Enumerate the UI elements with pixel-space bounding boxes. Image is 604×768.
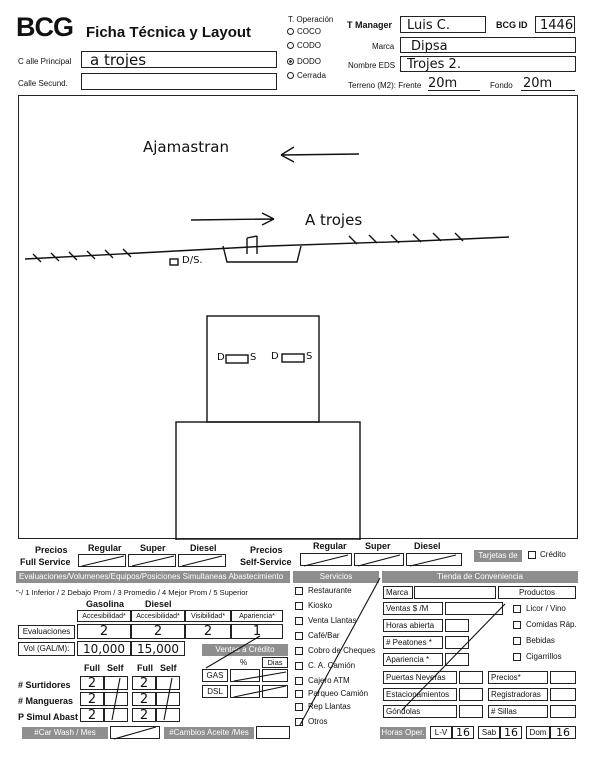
self-super-head: Super <box>365 541 391 551</box>
producto-checkbox-cigarrillos[interactable] <box>513 653 521 661</box>
mangueras-dsl-value: 2 <box>139 692 149 707</box>
gasolina-head: Gasolina <box>86 599 125 609</box>
gas-credit-dias[interactable] <box>262 669 288 682</box>
registradoras-field[interactable] <box>550 688 576 701</box>
op-dodo-label: DODO <box>297 57 321 66</box>
servicio-checkbox-cobro[interactable] <box>295 647 303 655</box>
precios-tienda-field[interactable] <box>550 671 576 684</box>
nombre-field[interactable] <box>400 56 576 72</box>
precios-full-label2: Full Service <box>20 557 71 567</box>
calle-principal-label: C alle Principal <box>18 57 72 66</box>
diesel-eval-head: Diesel <box>145 599 172 609</box>
horas-abierta-field[interactable] <box>445 619 469 632</box>
ventas-label: Ventas $ /M <box>383 602 443 615</box>
dsl-credit-label: DSL <box>202 685 228 698</box>
accesibilidad-diesel-head: Accesibilidad* <box>131 610 185 622</box>
gas-credit-label: GAS <box>202 669 228 682</box>
calle-principal-field[interactable] <box>81 51 277 68</box>
fondo-field[interactable] <box>521 77 575 91</box>
estacionamientos-field[interactable] <box>459 688 483 701</box>
arrow-left-icon <box>281 147 359 162</box>
servicio-label-kiosko: Kiosko <box>308 601 333 610</box>
surtidores-self-dsl[interactable] <box>156 676 180 690</box>
self1-head: Self <box>107 663 124 673</box>
super-head: Super <box>140 543 166 553</box>
radio-icon <box>287 42 294 49</box>
credito-label: Crédito <box>540 550 566 559</box>
producto-label-cigarrillos: Cigarrillos <box>526 652 562 661</box>
servicio-label-parqueo: Parqueo Camión <box>308 689 369 698</box>
producto-label-licor: Licor / Vino <box>526 604 566 613</box>
producto-label-bebidas: Bebidas <box>526 636 555 645</box>
credito-checkbox[interactable] <box>528 551 536 559</box>
radio-icon <box>287 72 294 79</box>
vol-gas-value: 10,000 <box>83 642 125 656</box>
calle-secund-label: Calle Secund. <box>18 79 68 88</box>
dsl-credit-dias[interactable] <box>262 685 288 698</box>
sketch-drawing <box>19 96 579 540</box>
ds-mid3: D <box>271 351 279 362</box>
evaluaciones-row-label: Evaluaciones <box>18 625 75 639</box>
building-lower <box>176 422 360 540</box>
servicio-checkbox-otros[interactable] <box>295 718 303 726</box>
form-title: Ficha Técnica y Layout <box>86 24 252 41</box>
lv-value: 16 <box>456 726 470 739</box>
op-codo[interactable] <box>287 41 321 50</box>
marca-value: Dipsa <box>411 39 448 54</box>
mangueras-gas-value: 2 <box>87 692 97 707</box>
tmanager-field[interactable] <box>400 16 486 33</box>
precio-full-super[interactable] <box>128 554 176 567</box>
producto-checkbox-comidas[interactable] <box>513 621 521 629</box>
visibilidad-head: Visibilidad* <box>185 610 231 622</box>
ventas-field[interactable] <box>445 602 503 615</box>
servicio-label-restaurante: Restaurante <box>308 586 352 595</box>
carwash-bar: #Car Wash / Mes <box>22 727 108 739</box>
gondolas-label: Góndolas <box>383 705 457 718</box>
vol-diesel-value: 15,000 <box>137 642 179 656</box>
bcgid-field[interactable] <box>535 16 575 33</box>
op-cerrada-label: Cerrada <box>297 71 326 80</box>
bcg-logo: BCG <box>16 12 73 42</box>
street-bottom-label: A trojes <box>305 211 363 229</box>
servicio-checkbox-rep-llantas[interactable] <box>295 703 303 711</box>
servicio-label-cobro: Cobro de Cheques <box>308 646 376 655</box>
arrow-right-icon <box>191 213 274 225</box>
surtidores-label: # Surtidores <box>18 680 71 690</box>
sillas-field[interactable] <box>550 705 576 718</box>
servicio-label-rep-llantas: Rep Llantas <box>308 702 351 711</box>
eval-value-4-text: 1 <box>252 624 262 639</box>
cambios-field[interactable] <box>256 726 290 739</box>
tmanager-label: T Manager <box>347 20 393 30</box>
simul-self-gas[interactable] <box>104 708 128 722</box>
mangueras-self-dsl[interactable] <box>156 692 180 706</box>
peatones-label: # Peatones * <box>383 636 443 649</box>
precios-full-label1: Precios <box>35 545 68 555</box>
estacionamientos-label: Estacionamientos <box>383 688 457 701</box>
simul-self-dsl[interactable] <box>156 708 180 722</box>
cambios-bar: #Cambios Aceite /Mes <box>164 727 254 739</box>
servicio-label-otros: Otros <box>308 717 328 726</box>
dias-head: Dias <box>262 657 288 668</box>
building-upper <box>207 316 319 422</box>
precio-self-regular[interactable] <box>300 553 352 566</box>
self-regular-head: Regular <box>313 541 347 551</box>
op-codo-label: CODO <box>297 41 321 50</box>
producto-label-comidas: Comidas Ráp. <box>526 620 577 629</box>
registradoras-label: Registradoras <box>488 688 548 701</box>
op-coco[interactable] <box>287 27 321 36</box>
tmanager-value: Luis C. <box>407 18 450 33</box>
calle-secund-field[interactable] <box>81 73 277 90</box>
pct-head: % <box>240 658 248 667</box>
evaluaciones-bar: Evaluaciones/Volumenes/Equipos/Posiciones Simultaneas Abastecimiento <box>16 571 290 583</box>
apariencia-tienda-label: Apariencia * <box>383 653 443 666</box>
nombre-value: Trojes 2. <box>407 57 461 72</box>
surtidores-self-gas[interactable] <box>104 676 128 690</box>
vol-label: Vol (GAL/M): <box>18 642 75 656</box>
diesel-head: Diesel <box>190 543 217 553</box>
puertas-field[interactable] <box>459 671 483 684</box>
bcgid-value: 1446 <box>540 18 574 33</box>
frente-value: 20m <box>428 76 458 91</box>
op-cerrada[interactable] <box>287 71 326 80</box>
full2-head: Full <box>137 663 153 673</box>
producto-checkbox-licor[interactable] <box>513 605 521 613</box>
scale-legend: "-/ 1 Inferior / 2 Debajo Prom / 3 Promedio / 4 Mejor Prom / 5 Superior <box>16 588 248 597</box>
tarjetas-badge: Tarjetas de <box>474 550 522 562</box>
horas-oper-bar: Horas Oper. <box>381 728 425 737</box>
servicio-label-venta-llantas: Venta Llantas <box>308 616 357 625</box>
simul-dsl-value: 2 <box>139 708 149 723</box>
gondolas-field[interactable] <box>459 705 483 718</box>
terreno-label: Terreno (M2): Frente <box>348 81 422 90</box>
layout-sketch-area[interactable] <box>18 95 578 539</box>
apariencia-head: Apariencia* <box>231 610 283 622</box>
marca-label: Marca <box>372 42 395 51</box>
dom-value: 16 <box>556 726 570 739</box>
producto-checkbox-bebidas[interactable] <box>513 637 521 645</box>
surtidores-dsl-value: 2 <box>139 676 149 691</box>
servicio-label-cajero: Cajero ATM <box>308 676 350 685</box>
ds-mid1: D <box>217 352 225 363</box>
ds-mid2: S <box>250 352 257 363</box>
operacion-title: T. Operación <box>288 15 334 24</box>
fondo-label: Fondo <box>490 81 513 90</box>
ds-left-label: D/S. <box>182 255 203 266</box>
calle-principal-value: a trojes <box>90 51 147 69</box>
self-diesel-head: Diesel <box>414 541 441 551</box>
simul-label: P Simul Abast <box>18 712 79 722</box>
precio-self-super[interactable] <box>354 553 404 566</box>
dsl-credit-pct[interactable] <box>230 685 260 698</box>
ventas-credito-bar: Ventas a Crédito <box>202 644 288 656</box>
street-top-label: Ajamastran <box>143 138 229 156</box>
surtidores-gas-value: 2 <box>87 676 97 691</box>
sillas-label: # Sillas <box>488 705 548 718</box>
bcgid-label: BCG ID <box>496 20 528 30</box>
tienda-marca-field[interactable] <box>414 586 496 599</box>
ds-mid4: S <box>306 351 313 362</box>
sab-value: 16 <box>504 726 518 739</box>
gas-credit-pct[interactable] <box>230 669 260 682</box>
lv-label: L-V <box>430 726 452 739</box>
tienda-bar: Tienda de Conveniencia <box>382 571 578 583</box>
accesibilidad-gas-head: Accesibilidad* <box>77 610 131 622</box>
frente-field[interactable] <box>428 77 480 91</box>
eval-value-1-text: 2 <box>99 624 109 639</box>
carwash-field[interactable] <box>110 726 160 739</box>
regular-head: Regular <box>88 543 122 553</box>
radio-checked-icon <box>287 58 294 65</box>
productos-head: Productos <box>498 586 576 599</box>
self2-head: Self <box>160 663 177 673</box>
mangueras-self-gas[interactable] <box>104 692 128 706</box>
marca-field[interactable] <box>400 37 576 53</box>
servicio-label-cafe: Café/Bar <box>308 631 340 640</box>
servicio-label-ca-camion: C. A. Camión <box>308 661 356 670</box>
apariencia-tienda-field[interactable] <box>445 653 469 666</box>
precios-self-label2: Self-Service <box>240 557 292 567</box>
horas-abierta-label: Horas abierta <box>383 619 443 632</box>
servicios-bar: Servicios <box>293 571 379 583</box>
precio-full-diesel[interactable] <box>178 554 226 567</box>
dom-label: Dom <box>526 726 550 739</box>
op-dodo[interactable] <box>287 57 321 66</box>
simul-gas-value: 2 <box>87 708 97 723</box>
servicio-checkbox-kiosko[interactable] <box>295 602 303 610</box>
radio-icon <box>287 28 294 35</box>
op-coco-label: COCO <box>297 27 321 36</box>
nombre-label: Nombre EDS <box>348 61 396 70</box>
eval-value-3-text: 2 <box>203 624 213 639</box>
servicio-checkbox-cafe[interactable] <box>295 632 303 640</box>
mangueras-label: # Mangueras <box>18 696 74 706</box>
precio-self-diesel[interactable] <box>406 553 462 566</box>
precio-full-regular[interactable] <box>78 554 126 567</box>
tienda-marca-label: Marca <box>383 586 413 599</box>
precios-self-label1: Precios <box>250 545 283 555</box>
eval-value-2-text: 2 <box>153 624 163 639</box>
servicio-checkbox-restaurante[interactable] <box>295 587 303 595</box>
precios-tienda-label: Precios* <box>488 671 548 684</box>
servicio-checkbox-parqueo[interactable] <box>295 690 303 698</box>
fondo-value: 20m <box>523 76 553 91</box>
puertas-label: Puertas Neveras <box>383 671 457 684</box>
full1-head: Full <box>84 663 100 673</box>
sab-label: Sab <box>478 726 500 739</box>
servicio-checkbox-ca-camion[interactable] <box>295 662 303 670</box>
peatones-field[interactable] <box>445 636 469 649</box>
servicio-checkbox-venta-llantas[interactable] <box>295 617 303 625</box>
street-line <box>25 237 509 259</box>
servicio-checkbox-cajero[interactable] <box>295 677 303 685</box>
